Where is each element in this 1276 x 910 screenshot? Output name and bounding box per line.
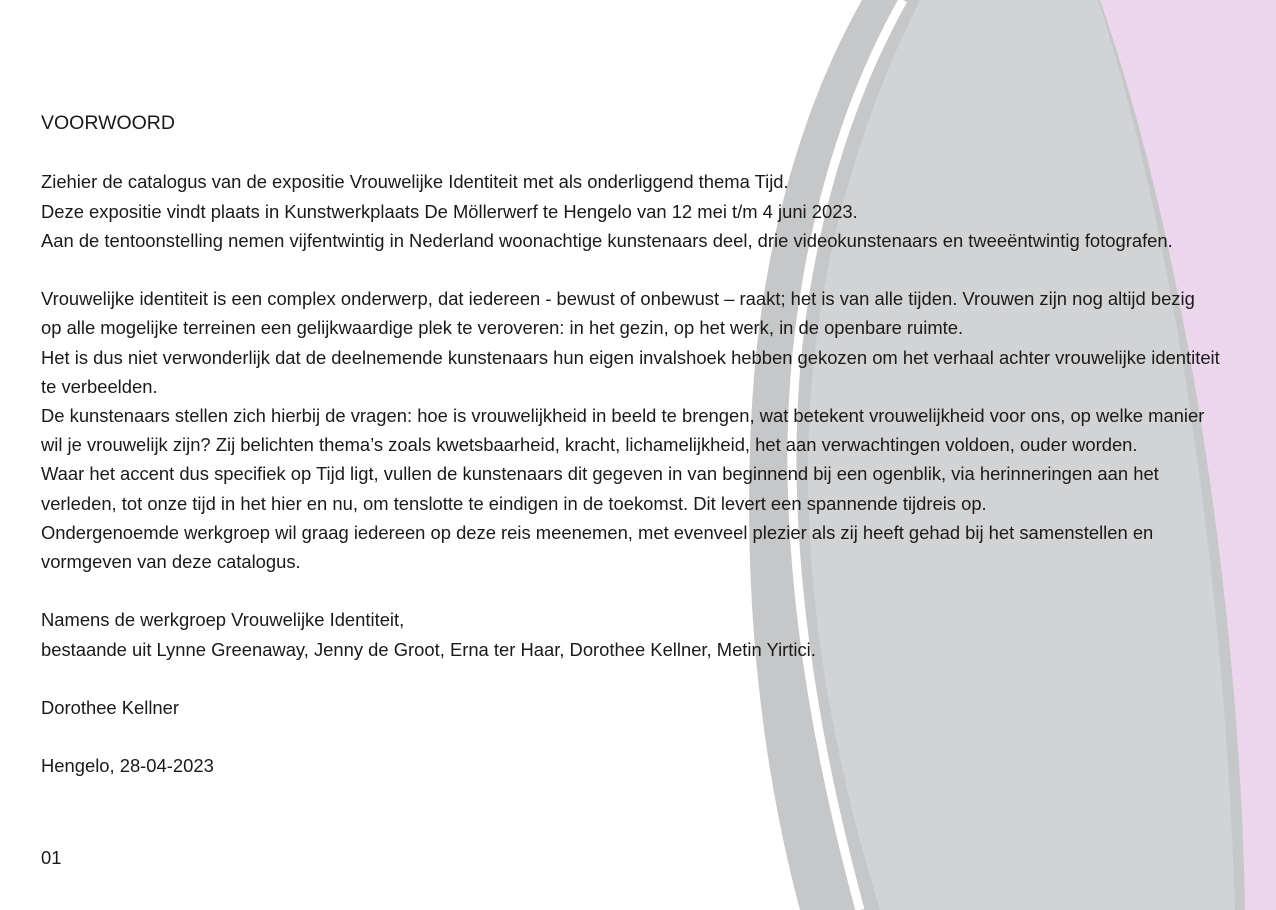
signature-block [41,605,1221,663]
text-line: Waar het accent dus specifiek op Tijd ligt, vullen de kunstenaars dit gegeven in van beginnend bij een ogenblik, via herinneringen aan het [41,463,1159,485]
text-line: Ziehier de catalogus van de expositie Vrouwelijke Identiteit met als onderliggend thema Tijd. [41,171,789,193]
foreword-text [41,109,1221,781]
text-line: wil je vrouwelijk zijn? Zij belichten thema’s zoals kwetsbaarheid, kracht, lichamelijkheid, het aan verwachtingen voldoen, ouder worden. [41,434,1138,456]
text-line: te verbeelden. [41,375,158,397]
body-paragraph [41,284,1221,576]
text-line: bestaande uit Lynne Greenaway, Jenny de Groot, Erna ter Haar, Dorothee Kellner, Metin Yirtici. [41,638,816,660]
place-date: Hengelo, 28-04-2023 [41,755,214,777]
text-line: Aan de tentoonstelling nemen vijfentwintig in Nederland woonachtige kunstenaars deel, drie videokunstenaars en tweeëntwintig fotografen. [41,229,1173,251]
author-name: Dorothee Kellner [41,697,180,718]
text-line: Namens de werkgroep Vrouwelijke Identiteit, [41,609,405,631]
text-line: De kunstenaars stellen zich hierbij de vragen: hoe is vrouwelijkheid in beeld te brengen, wat betekent vrouwelijkheid voor ons, op welke manier [41,405,1205,426]
page-title: VOORWOORD [41,112,175,134]
intro-paragraph [41,167,1221,255]
text-line: op alle mogelijke terreinen een gelijkwaardige plek te veroveren: in het gezin, op het werk, in de openbare ruimte. [41,317,964,339]
text-line: verleden, tot onze tijd in het hier en nu, om tenslotte te eindigen in de toekomst. Dit levert een spannende tijdreis op. [41,492,987,514]
text-line: Het is dus niet verwonderlijk dat de deelnemende kunstenaars hun eigen invalshoek hebben gekozen om het verhaal achter vrouwelijke identiteit [41,346,1220,368]
text-line: Ondergenoemde werkgroep wil graag iedereen op deze reis meenemen, met evenveel plezier als zij heeft gehad bij het samenstellen en [41,521,1154,543]
page-number: 01 [41,847,62,868]
text-line: vormgeven van deze catalogus. [41,551,301,573]
text-line: Deze expositie vindt plaats in Kunstwerkplaats De Möllerwerf te Hengelo van 12 mei t/m 4 juni 2023. [41,200,858,222]
text-line: Vrouwelijke identiteit is een complex onderwerp, dat iedereen - bewust of onbewust – raakt; het is van alle tijden. Vrouwen zijn nog altijd bezig [41,288,1195,310]
